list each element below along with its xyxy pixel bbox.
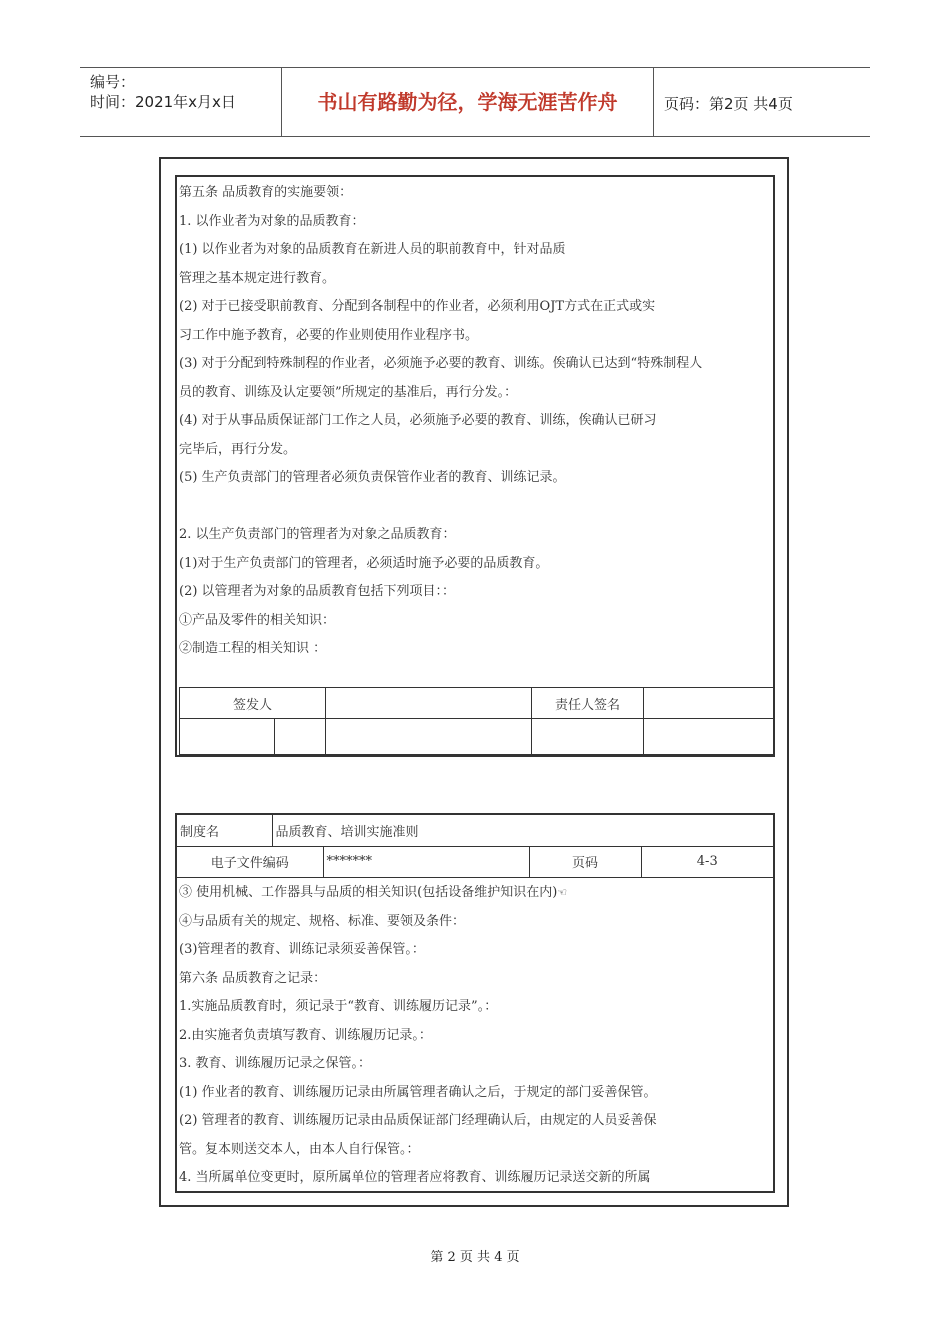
text-line: ①产品及零件的相关知识： [179, 612, 336, 628]
document-number-label: 编号： [90, 73, 136, 91]
text-line: 第五条 品质教育的实施要领： [179, 185, 353, 200]
signature-cell[interactable] [532, 719, 644, 755]
text-line: (1)对于生产负责部门的管理者，必须适时施予必要的品质教育。 [179, 555, 549, 571]
blank-line [179, 493, 771, 522]
signature-cell[interactable] [644, 719, 774, 755]
text-line-content: ③ 使用机械、工作器具与品质的相关知识(包括设备维护知识在内) [179, 885, 558, 900]
text-line: 管理之基本规定进行教育。 [179, 270, 336, 286]
text-line: 2. 以生产负责部门的管理者为对象之品质教育： [179, 527, 456, 542]
text-line: (5) 生产负责部门的管理者必须负责保管作业者的教育、训练记录。 [179, 470, 566, 485]
signature-cell[interactable] [275, 719, 326, 755]
text-line: (3) 对于分配到特殊制程的作业者，必须施予必要的教育、训练。俟确认已达到“特殊制程人 [179, 356, 703, 371]
text-line: (2) 对于已接受职前教育、分配到各制程中的作业者，必须利用OJT方式在正式或实 [179, 299, 656, 314]
text-line: ④与品质有关的规定、规格、标准、要领及条件： [179, 913, 466, 929]
text-line: 4. 当所属单位变更时，原所属单位的管理者应将教育、训练履历记录送交新的所属 [179, 1170, 651, 1185]
text-line: 1.实施品质教育时，须记录于“教育、训练履历记录”。： [179, 999, 498, 1014]
document-date: 时间：2021年x月x日 [90, 93, 236, 111]
section-1-text [179, 179, 771, 664]
document-meta-table [177, 815, 773, 878]
text-line: (2) 管理者的教育、训练履历记录由品质保证部门经理确认后，由规定的人员妥善保 [179, 1113, 657, 1128]
text-line: (3)管理者的教育、训练记录须妥善保管。： [179, 942, 425, 957]
issuer-label: 签发人 [180, 688, 326, 719]
section-2-text [179, 879, 771, 1193]
header-motto: 书山有路勤为径，学海无涯苦作舟 [282, 68, 654, 136]
section-2-box [175, 813, 775, 1193]
text-line: 3. 教育、训练履历记录之保管。： [179, 1056, 372, 1071]
file-code-value: ******* [323, 846, 529, 877]
text-line: 员的教育、训练及认定要领”所规定的基准后，再行分发。： [179, 384, 518, 400]
section-1-box [175, 175, 775, 757]
text-line: 2.由实施者负责填写教育、训练履历记录。： [179, 1027, 432, 1043]
responsible-signature-label: 责任人签名 [532, 688, 644, 719]
signature-table [179, 687, 774, 755]
responsible-signature-field[interactable] [644, 688, 774, 719]
text-line: 管。复本则送交本人，由本人自行保管。： [179, 1141, 420, 1157]
signature-cell[interactable] [326, 719, 532, 755]
text-line: 第六条 品质教育之记录： [179, 970, 327, 986]
text-line: (4) 对于从事品质保证部门工作之人员，必须施予必要的教育、训练，俟确认已研习 [179, 413, 657, 428]
text-line: (2) 以管理者为对象的品质教育包括下列项目：： [179, 584, 456, 599]
header-page-info: 页码：第2页 共4页 [664, 95, 793, 113]
text-line [179, 879, 771, 908]
page-label: 页码 [529, 846, 641, 877]
text-line: (1) 以作业者为对象的品质教育在新进人员的职前教育中，针对品质 [179, 242, 566, 257]
signature-cell[interactable] [180, 719, 275, 755]
hand-pointer-icon: ☜ [557, 886, 568, 899]
system-name-label: 制度名 [177, 815, 272, 846]
issuer-field[interactable] [326, 688, 532, 719]
page-value: 4-3 [641, 846, 773, 877]
text-line: ②制造工程的相关知识 ： [179, 641, 327, 656]
file-code-label: 电子文件编码 [177, 846, 323, 877]
header-meta [80, 68, 282, 136]
text-line: 完毕后，再行分发。 [179, 441, 297, 457]
text-line: 1. 以作业者为对象的品质教育： [179, 213, 365, 229]
page-footer: 第 2 页 共 4 页 [430, 1250, 520, 1265]
text-line: (1) 作业者的教育、训练履历记录由所属管理者确认之后，于规定的部门妥善保管。 [179, 1084, 657, 1100]
page-header [80, 67, 870, 137]
system-name-value: 品质教育、培训实施准则 [272, 815, 773, 846]
text-line: 习工作中施予教育，必要的作业则使用作业程序书。 [179, 327, 479, 343]
